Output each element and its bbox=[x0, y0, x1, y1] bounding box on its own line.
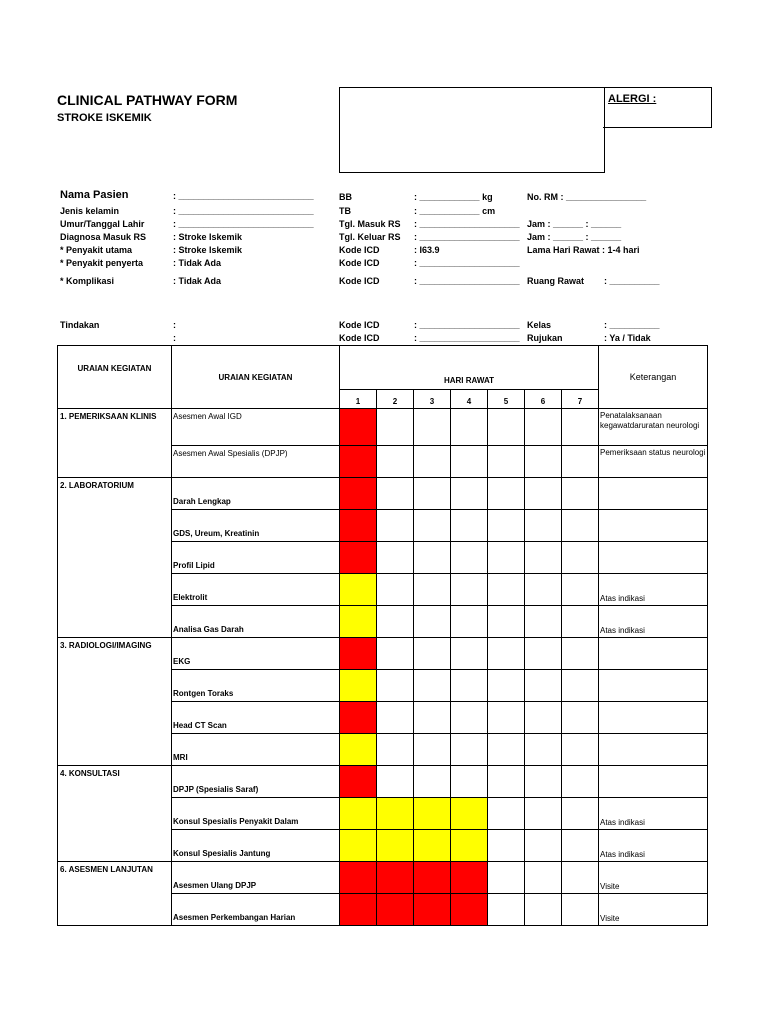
day-cell[interactable] bbox=[377, 638, 414, 670]
field-label-ruang-rawat: Ruang Rawat bbox=[527, 276, 585, 286]
day-cell[interactable] bbox=[562, 606, 599, 638]
day-cell[interactable] bbox=[525, 702, 562, 734]
activity-cell: GDS, Ureum, Kreatinin bbox=[172, 510, 340, 542]
day-cell[interactable] bbox=[340, 510, 377, 542]
day-cell[interactable] bbox=[562, 798, 599, 830]
field-label-penyakit-utama: * Penyakit utama bbox=[60, 245, 133, 255]
field-jam-keluar[interactable]: Jam : ______ : ______ bbox=[527, 232, 622, 242]
col-header-uraian-2: URAIAN KEGIATAN bbox=[172, 346, 340, 409]
day-cell[interactable] bbox=[414, 606, 451, 638]
day-cell[interactable] bbox=[451, 894, 488, 926]
field-no-rm[interactable]: No. RM : ________________ bbox=[527, 192, 647, 202]
day-cell[interactable] bbox=[525, 894, 562, 926]
activity-cell: Asesmen Awal IGD bbox=[172, 409, 340, 446]
day-cell[interactable] bbox=[340, 734, 377, 766]
day-cell[interactable] bbox=[377, 670, 414, 702]
day-cell[interactable] bbox=[377, 702, 414, 734]
field-value-jenis-kelamin[interactable]: : ___________________________ bbox=[173, 206, 314, 216]
field-value-bb[interactable]: : ____________ kg bbox=[414, 192, 493, 202]
day-cell[interactable] bbox=[488, 510, 525, 542]
day-cell[interactable] bbox=[340, 670, 377, 702]
day-cell[interactable] bbox=[414, 542, 451, 574]
day-cell[interactable] bbox=[451, 766, 488, 798]
day-cell[interactable] bbox=[451, 574, 488, 606]
page-subtitle: STROKE ISKEMIK bbox=[57, 112, 152, 124]
day-cell[interactable] bbox=[525, 830, 562, 862]
alergi-box bbox=[603, 87, 712, 128]
activity-cell: Asesmen Ulang DPJP bbox=[172, 862, 340, 894]
field-label-rujukan: Rujukan bbox=[527, 333, 563, 343]
field-value-nama[interactable]: : ___________________________ bbox=[173, 191, 314, 201]
day-cell[interactable] bbox=[562, 478, 599, 510]
day-cell[interactable] bbox=[377, 894, 414, 926]
day-cell[interactable] bbox=[525, 446, 562, 478]
activity-cell: Rontgen Toraks bbox=[172, 670, 340, 702]
field-label-kode-icd-3: Kode ICD bbox=[339, 276, 380, 286]
field-label-jenis-kelamin: Jenis kelamin bbox=[60, 206, 120, 216]
day-cell[interactable] bbox=[340, 894, 377, 926]
day-cell[interactable] bbox=[377, 574, 414, 606]
field-value-kode-icd-5[interactable]: : ____________________ bbox=[414, 333, 520, 343]
day-header: 4 bbox=[451, 390, 488, 409]
keterangan-cell bbox=[599, 766, 708, 798]
day-cell[interactable] bbox=[451, 702, 488, 734]
keterangan-cell: Visite bbox=[599, 862, 708, 894]
category-cell: 3. RADIOLOGI/IMAGING bbox=[58, 638, 172, 766]
day-cell[interactable] bbox=[451, 510, 488, 542]
day-cell[interactable] bbox=[488, 574, 525, 606]
day-cell[interactable] bbox=[377, 830, 414, 862]
category-cell: 4. KONSULTASI bbox=[58, 766, 172, 862]
activity-cell: Konsul Spesialis Jantung bbox=[172, 830, 340, 862]
day-cell[interactable] bbox=[414, 766, 451, 798]
day-cell[interactable] bbox=[562, 734, 599, 766]
day-cell[interactable] bbox=[340, 409, 377, 446]
day-header: 5 bbox=[488, 390, 525, 409]
day-cell[interactable] bbox=[414, 409, 451, 446]
day-cell[interactable] bbox=[340, 606, 377, 638]
day-header: 1 bbox=[340, 390, 377, 409]
day-cell[interactable] bbox=[525, 510, 562, 542]
day-cell[interactable] bbox=[488, 638, 525, 670]
day-cell[interactable] bbox=[488, 830, 525, 862]
day-cell[interactable] bbox=[377, 734, 414, 766]
day-cell[interactable] bbox=[562, 702, 599, 734]
day-cell[interactable] bbox=[414, 446, 451, 478]
day-cell[interactable] bbox=[562, 766, 599, 798]
field-label-nama: Nama Pasien bbox=[60, 189, 129, 201]
keterangan-cell bbox=[599, 638, 708, 670]
sticker-box bbox=[339, 87, 605, 173]
activity-cell: MRI bbox=[172, 734, 340, 766]
day-cell[interactable] bbox=[525, 766, 562, 798]
keterangan-cell: Atas indikasi bbox=[599, 606, 708, 638]
day-cell[interactable] bbox=[414, 670, 451, 702]
day-cell[interactable] bbox=[562, 638, 599, 670]
keterangan-cell: Atas indikasi bbox=[599, 830, 708, 862]
field-label-kode-icd-4: Kode ICD bbox=[339, 320, 380, 330]
category-cell: 1. PEMERIKSAAN KLINIS bbox=[58, 409, 172, 478]
day-cell[interactable] bbox=[488, 606, 525, 638]
day-header: 7 bbox=[562, 390, 599, 409]
keterangan-cell bbox=[599, 702, 708, 734]
table-row bbox=[58, 638, 708, 670]
day-cell[interactable] bbox=[377, 862, 414, 894]
day-cell[interactable] bbox=[488, 478, 525, 510]
day-cell[interactable] bbox=[377, 446, 414, 478]
day-cell[interactable] bbox=[414, 702, 451, 734]
field-value-ruang-rawat[interactable]: : __________ bbox=[604, 276, 660, 286]
field-value-penyakit-penyerta: : Tidak Ada bbox=[173, 258, 222, 268]
pathway-body bbox=[58, 409, 708, 926]
table-row bbox=[58, 766, 708, 798]
activity-cell: Analisa Gas Darah bbox=[172, 606, 340, 638]
day-cell[interactable] bbox=[488, 798, 525, 830]
day-cell[interactable] bbox=[488, 542, 525, 574]
keterangan-cell bbox=[599, 734, 708, 766]
day-cell[interactable] bbox=[451, 670, 488, 702]
field-value-rujukan[interactable]: : Ya / Tidak bbox=[604, 333, 651, 343]
keterangan-cell bbox=[599, 542, 708, 574]
field-value-penyakit-utama: : Stroke Iskemik bbox=[173, 245, 243, 255]
category-cell: 6. ASESMEN LANJUTAN bbox=[58, 862, 172, 926]
day-cell[interactable] bbox=[562, 894, 599, 926]
day-cell[interactable] bbox=[451, 478, 488, 510]
day-header: 2 bbox=[377, 390, 414, 409]
day-cell[interactable] bbox=[525, 862, 562, 894]
day-cell[interactable] bbox=[414, 478, 451, 510]
day-cell[interactable] bbox=[525, 574, 562, 606]
day-cell[interactable] bbox=[488, 766, 525, 798]
day-cell[interactable] bbox=[340, 798, 377, 830]
day-cell[interactable] bbox=[525, 478, 562, 510]
keterangan-cell bbox=[599, 478, 708, 510]
day-cell[interactable] bbox=[525, 734, 562, 766]
day-cell[interactable] bbox=[488, 894, 525, 926]
day-cell[interactable] bbox=[377, 510, 414, 542]
keterangan-cell: Penatalaksanaan kegawatdaruratan neurologi bbox=[599, 409, 708, 446]
keterangan-cell: Pemeriksaan status neurologi bbox=[599, 446, 708, 478]
field-value-kelas[interactable]: : __________ bbox=[604, 320, 660, 330]
field-value-umur[interactable]: : ___________________________ bbox=[173, 219, 314, 229]
day-cell[interactable] bbox=[340, 446, 377, 478]
day-cell[interactable] bbox=[488, 446, 525, 478]
day-cell[interactable] bbox=[377, 766, 414, 798]
day-cell[interactable] bbox=[377, 478, 414, 510]
activity-cell: Head CT Scan bbox=[172, 702, 340, 734]
day-cell[interactable] bbox=[562, 446, 599, 478]
field-label-kelas: Kelas bbox=[527, 320, 552, 330]
field-lama-hari-rawat: Lama Hari Rawat : 1-4 hari bbox=[527, 245, 640, 255]
day-cell[interactable] bbox=[525, 638, 562, 670]
day-cell[interactable] bbox=[562, 670, 599, 702]
day-header: 6 bbox=[525, 390, 562, 409]
field-value-kode-icd-4[interactable]: : ____________________ bbox=[414, 320, 520, 330]
table-row bbox=[58, 862, 708, 894]
field-label-kode-icd-5: Kode ICD bbox=[339, 333, 380, 343]
pathway-table bbox=[57, 345, 708, 926]
field-value-komplikasi: : Tidak Ada bbox=[173, 276, 222, 286]
day-cell[interactable] bbox=[340, 830, 377, 862]
field-label-penyakit-penyerta: * Penyakit penyerta bbox=[60, 258, 144, 268]
day-cell[interactable] bbox=[414, 574, 451, 606]
day-cell[interactable] bbox=[451, 862, 488, 894]
day-cell[interactable] bbox=[451, 638, 488, 670]
field-value-tindakan-2[interactable]: : bbox=[173, 333, 176, 343]
field-value-tindakan[interactable]: : bbox=[173, 320, 176, 330]
day-cell[interactable] bbox=[377, 606, 414, 638]
field-label-tb: TB bbox=[339, 206, 351, 216]
col-header-hari-rawat: HARI RAWAT bbox=[340, 346, 599, 390]
field-label-tindakan: Tindakan bbox=[60, 320, 100, 330]
keterangan-cell: Atas indikasi bbox=[599, 574, 708, 606]
day-cell[interactable] bbox=[377, 798, 414, 830]
alergi-label: ALERGI : bbox=[608, 93, 657, 105]
day-cell[interactable] bbox=[562, 510, 599, 542]
day-cell[interactable] bbox=[562, 862, 599, 894]
day-cell[interactable] bbox=[340, 542, 377, 574]
day-cell[interactable] bbox=[525, 409, 562, 446]
col-header-uraian-1: URAIAN KEGIATAN bbox=[58, 346, 172, 409]
keterangan-cell: Atas indikasi bbox=[599, 798, 708, 830]
day-cell[interactable] bbox=[562, 409, 599, 446]
day-cell[interactable] bbox=[340, 862, 377, 894]
field-label-bb: BB bbox=[339, 192, 352, 202]
day-cell[interactable] bbox=[414, 798, 451, 830]
table-row bbox=[58, 478, 708, 510]
table-row bbox=[58, 409, 708, 446]
day-cell[interactable] bbox=[488, 734, 525, 766]
day-cell[interactable] bbox=[340, 478, 377, 510]
day-cell[interactable] bbox=[377, 542, 414, 574]
day-cell[interactable] bbox=[525, 670, 562, 702]
field-label-komplikasi: * Komplikasi bbox=[60, 276, 115, 286]
day-cell[interactable] bbox=[525, 798, 562, 830]
field-label-kode-icd-1: Kode ICD bbox=[339, 245, 380, 255]
page-title: CLINICAL PATHWAY FORM bbox=[57, 92, 238, 108]
field-value-tb[interactable]: : ____________ cm bbox=[414, 206, 496, 216]
day-cell[interactable] bbox=[562, 574, 599, 606]
day-cell[interactable] bbox=[562, 542, 599, 574]
day-cell[interactable] bbox=[451, 542, 488, 574]
keterangan-cell bbox=[599, 510, 708, 542]
day-cell[interactable] bbox=[488, 702, 525, 734]
day-cell[interactable] bbox=[340, 702, 377, 734]
day-cell[interactable] bbox=[562, 830, 599, 862]
category-cell: 2. LABORATORIUM bbox=[58, 478, 172, 638]
activity-cell: DPJP (Spesialis Saraf) bbox=[172, 766, 340, 798]
activity-cell: Asesmen Perkembangan Harian bbox=[172, 894, 340, 926]
day-cell[interactable] bbox=[451, 798, 488, 830]
keterangan-cell bbox=[599, 670, 708, 702]
day-cell[interactable] bbox=[340, 638, 377, 670]
activity-cell: Konsul Spesialis Penyakit Dalam bbox=[172, 798, 340, 830]
field-value-kode-icd-3[interactable]: : ____________________ bbox=[414, 276, 520, 286]
field-value-kode-icd-1: : I63.9 bbox=[414, 245, 440, 255]
activity-cell: Profil Lipid bbox=[172, 542, 340, 574]
day-cell[interactable] bbox=[340, 766, 377, 798]
activity-cell: Darah Lengkap bbox=[172, 478, 340, 510]
day-cell[interactable] bbox=[414, 638, 451, 670]
day-cell[interactable] bbox=[414, 830, 451, 862]
field-label-tgl-masuk: Tgl. Masuk RS bbox=[339, 219, 401, 229]
field-label-diagnosa: Diagnosa Masuk RS bbox=[60, 232, 147, 242]
day-header: 3 bbox=[414, 390, 451, 409]
day-cell[interactable] bbox=[414, 734, 451, 766]
field-label-kode-icd-2: Kode ICD bbox=[339, 258, 380, 268]
day-cell[interactable] bbox=[414, 510, 451, 542]
day-cell[interactable] bbox=[340, 574, 377, 606]
day-cell[interactable] bbox=[414, 894, 451, 926]
field-value-diagnosa: : Stroke Iskemik bbox=[173, 232, 243, 242]
day-cell[interactable] bbox=[488, 862, 525, 894]
day-cell[interactable] bbox=[525, 606, 562, 638]
day-cell[interactable] bbox=[414, 862, 451, 894]
keterangan-cell: Visite bbox=[599, 894, 708, 926]
day-cell[interactable] bbox=[488, 670, 525, 702]
day-cell[interactable] bbox=[451, 734, 488, 766]
day-cell[interactable] bbox=[451, 409, 488, 446]
field-value-tgl-masuk[interactable]: : ____________________ bbox=[414, 219, 520, 229]
activity-cell: Elektrolit bbox=[172, 574, 340, 606]
day-cell[interactable] bbox=[488, 409, 525, 446]
activity-cell: EKG bbox=[172, 638, 340, 670]
field-label-umur: Umur/Tanggal Lahir bbox=[60, 219, 145, 229]
field-value-kode-icd-2[interactable]: : ____________________ bbox=[414, 258, 520, 268]
activity-cell: Asesmen Awal Spesialis (DPJP) bbox=[172, 446, 340, 478]
field-value-tgl-keluar[interactable]: : ____________________ bbox=[414, 232, 520, 242]
day-cell[interactable] bbox=[451, 830, 488, 862]
field-jam-masuk[interactable]: Jam : ______ : ______ bbox=[527, 219, 622, 229]
day-cell[interactable] bbox=[377, 409, 414, 446]
col-header-keterangan: Keterangan bbox=[599, 346, 708, 409]
field-label-tgl-keluar: Tgl. Keluar RS bbox=[339, 232, 401, 242]
day-cell[interactable] bbox=[451, 446, 488, 478]
day-cell[interactable] bbox=[451, 606, 488, 638]
day-cell[interactable] bbox=[525, 542, 562, 574]
